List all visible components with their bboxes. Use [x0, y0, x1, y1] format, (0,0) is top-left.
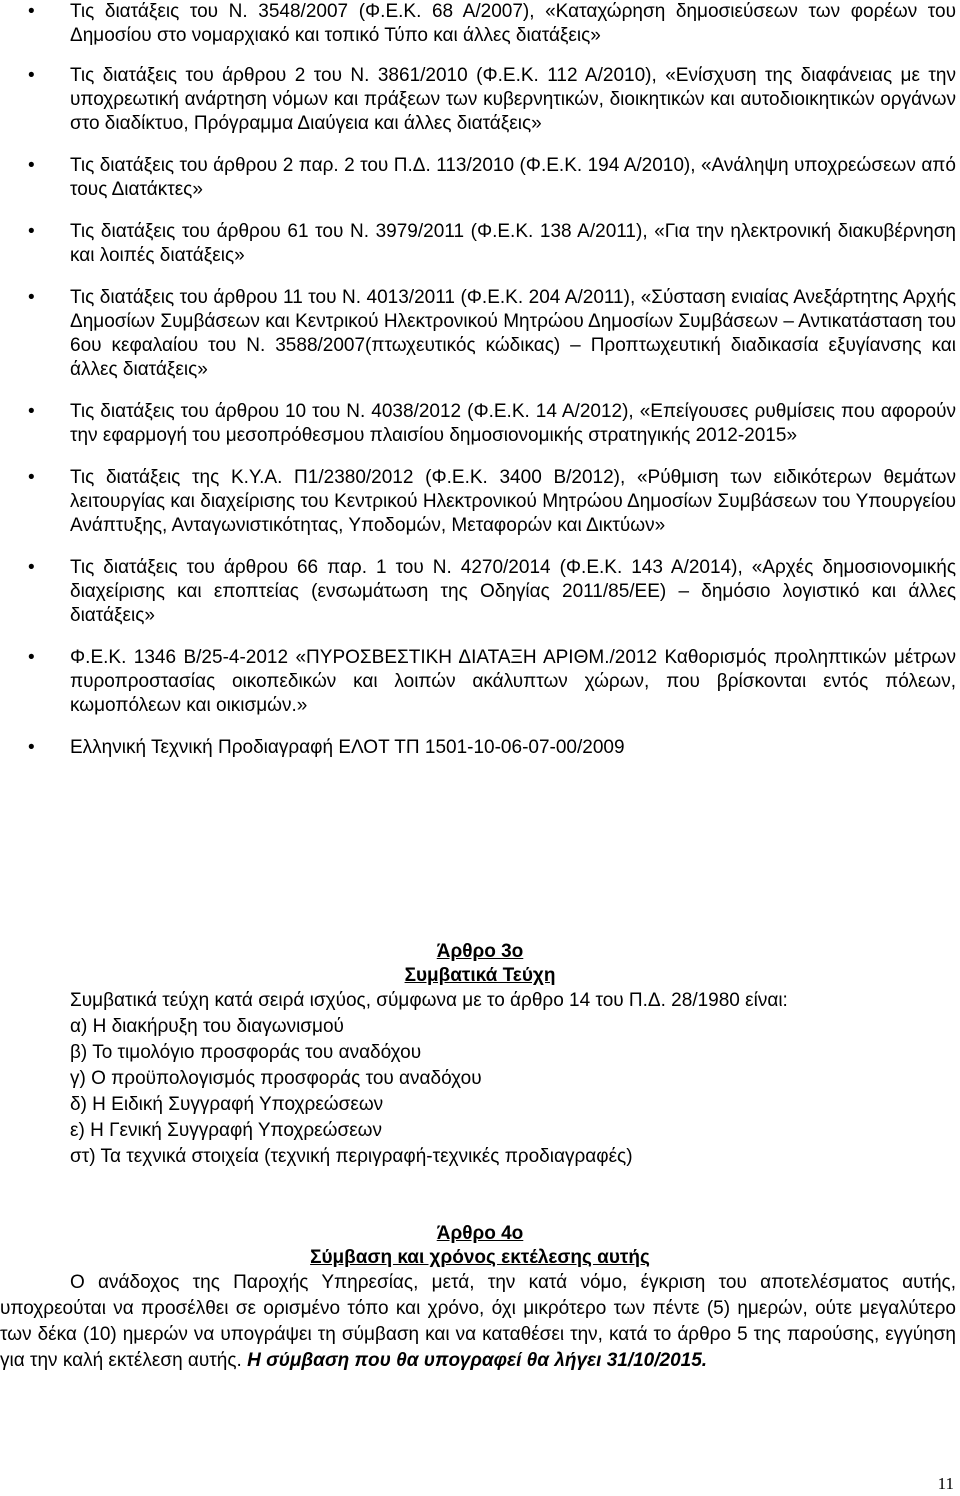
provision-item: • Ελληνική Τεχνική Προδιαγραφή ΕΛΟΤ ΤΠ 1501-10-06-07-00/2009	[0, 736, 960, 760]
provision-item: • Τις διατάξεις του άρθρου 10 του Ν. 4038/2012 (Φ.Ε.Κ. 14 Α/2012), «Επείγουσες ρυθμίσεις που αφορούν την εφαρμογή του μεσοπρόθεσμου πλαισίου δημοσιονομικής στρατηγικής 2012-2015»	[0, 400, 960, 448]
article-4	[0, 1222, 960, 1374]
article-3-intro: Συμβατικά τεύχη κατά σειρά ισχύος, σύμφωνα με το άρθρο 14 του Π.Δ. 28/1980 είναι:	[70, 990, 788, 1011]
article-3-title: Συμβατικά Τεύχη	[404, 965, 556, 986]
provision-item: • Φ.Ε.Κ. 1346 Β/25-4-2012 «ΠΥΡΟΣΒΕΣΤΙΚΗ ΔΙΑΤΑΞΗ ΑΡΙΘΜ./2012 Καθορισμός προληπτικών μέτρων πυροπροστασίας οικοπεδικών και λοιπών ακάλυπτων χώρων, που βρίσκονται εντός πόλεων, κωμοπόλεων και οικισμών.»	[0, 646, 960, 718]
article-3-item: γ) Ο προϋπολογισμός προσφοράς του αναδόχου	[70, 1068, 482, 1089]
contract-expiry-note: Η σύμβαση που θα υπογραφεί θα λήγει 31/10/2015.	[247, 1350, 708, 1371]
article-3-number: Άρθρο 3ο	[436, 941, 524, 962]
article-4-body	[0, 1270, 956, 1374]
article-4-text: Ο ανάδοχος της Παροχής Υπηρεσίας, μετά, την κατά νόμο, έγκριση του αποτελέσματος αυτής, υποχρεούται να προσέλθει σε ορισμένο τόπο και χρόνο, όχι μικρότερο των πέντε (5) ημερών, ούτε μεγαλύτερο των δέκα (10) ημερών να υπογράψει τη σύμβαση και να καταθέσει την, κατά το άρθρο 5 της παρούσης, εγγύηση για την καλή εκτέλεση αυτής.	[0, 1272, 956, 1371]
article-4-number: Άρθρο 4ο	[436, 1223, 524, 1244]
provision-item: • Τις διατάξεις του άρθρου 11 του Ν. 4013/2011 (Φ.Ε.Κ. 204 Α/2011), «Σύσταση ενιαίας Ανεξάρτητης Αρχής Δημοσίων Συμβάσεων και Κεντρικού Ηλεκτρονικού Μητρώου Δημοσίων Συμβάσεων – Αντικατάσταση του 6ου κεφαλαίου του Ν. 3588/2007(πτωχευτικός κώδικας) – Προπτωχευτική διαδικασία εξυγίανσης και άλλες διατάξεις»	[0, 286, 960, 382]
provision-item: • Τις διατάξεις του άρθρου 61 του Ν. 3979/2011 (Φ.Ε.Κ. 138 Α/2011), «Για την ηλεκτρονική διακυβέρνηση και λοιπές διατάξεις»	[0, 220, 960, 268]
provision-item: • Τις διατάξεις του άρθρου 66 παρ. 1 του Ν. 4270/2014 (Φ.Ε.Κ. 143 Α/2014), «Αρχές δημοσιονομικής διαχείρισης και εποπτείας (ενσωμάτωση της Οδηγίας 2011/85/ΕΕ) – δημόσιο λογιστικό και άλλες διατάξεις»	[0, 556, 960, 628]
page-number: 11	[937, 1474, 954, 1493]
provision-item: • Τις διατάξεις του Ν. 3548/2007 (Φ.Ε.Κ. 68 Α/2007), «Καταχώρηση δημοσιεύσεων των φορέων του Δημοσίου στο νομαρχιακό και τοπικό Τύπο και άλλες διατάξεις»	[0, 0, 960, 48]
article-3-item: δ) Η Ειδική Συγγραφή Υποχρεώσεων	[70, 1094, 384, 1115]
article-4-title: Σύμβαση και χρόνος εκτέλεσης αυτής	[310, 1247, 650, 1268]
article-3-item: β) Το τιμολόγιο προσφοράς του αναδόχου	[70, 1042, 422, 1063]
article-3-item: ε) Η Γενική Συγγραφή Υποχρεώσεων	[70, 1120, 383, 1141]
article-3	[0, 940, 960, 1170]
provision-item: • Τις διατάξεις του άρθρου 2 του Ν. 3861/2010 (Φ.Ε.Κ. 112 Α/2010), «Ενίσχυση της διαφάνειας με την υποχρεωτική ανάρτηση νόμων και πράξεων των κυβερνητικών, διοικητικών και αυτοδιοικητικών οργάνων στο διαδίκτυο, Πρόγραμμα Διαύγεια και άλλες διατάξεις»	[0, 64, 960, 136]
provision-item: • Τις διατάξεις της Κ.Υ.Α. Π1/2380/2012 (Φ.Ε.Κ. 3400 Β/2012), «Ρύθμιση των ειδικότερων θεμάτων λειτουργίας και διαχείρισης του Κεντρικού Ηλεκτρονικού Μητρώου Δημοσίων Συμβάσεων του Υπουργείου Ανάπτυξης, Ανταγωνιστικότητας, Υποδομών, Μεταφορών και Δικτύων»	[0, 466, 960, 538]
article-3-item: α) Η διακήρυξη του διαγωνισμού	[70, 1016, 344, 1037]
article-3-item: στ) Τα τεχνικά στοιχεία (τεχνική περιγραφή-τεχνικές προδιαγραφές)	[70, 1146, 633, 1167]
provision-item: • Τις διατάξεις του άρθρου 2 παρ. 2 του Π.Δ. 113/2010 (Φ.Ε.Κ. 194 Α/2010), «Ανάληψη υποχρεώσεων από τους Διατάκτες»	[0, 154, 960, 202]
